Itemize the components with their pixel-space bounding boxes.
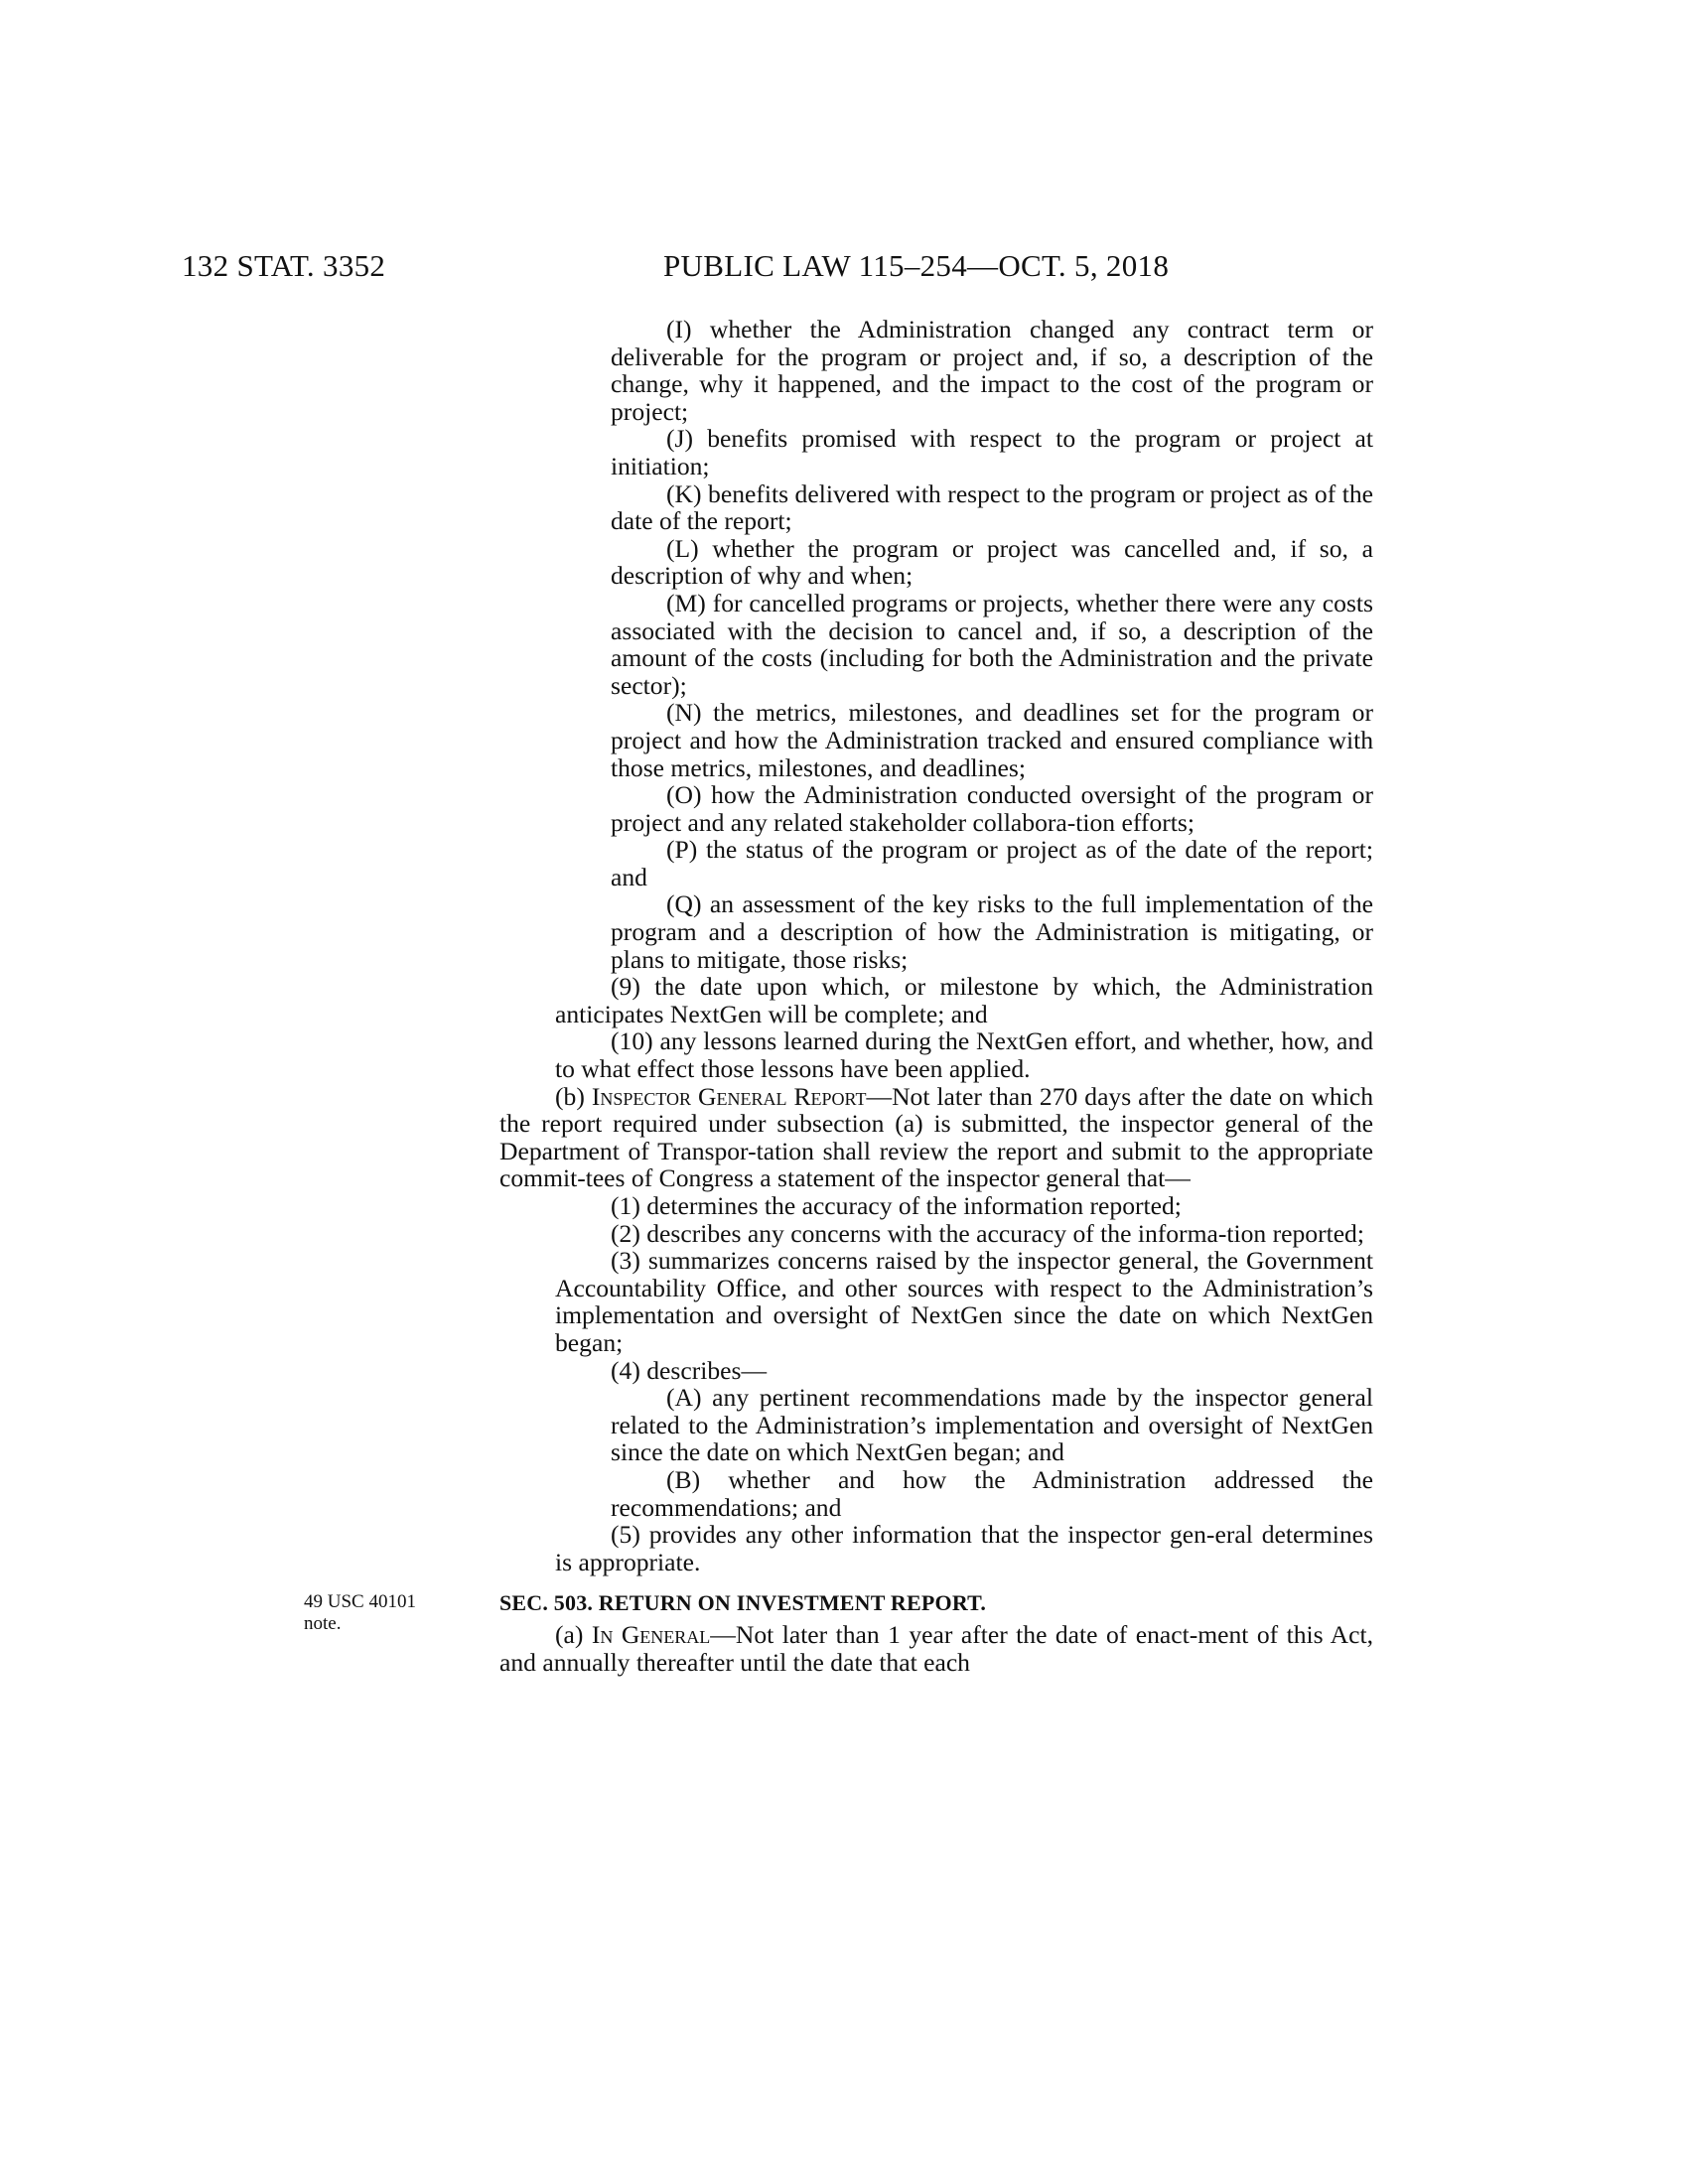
list-item: (4) describes— xyxy=(611,1355,768,1385)
list-item: (J) benefits promised with respect to the program or project at initiation; xyxy=(611,424,1373,480)
list-item: (10) any lessons learned during the NextGen effort, and whether, how, and to what effect those lessons have been applied. xyxy=(555,1026,1373,1084)
list-item: (N) the metrics, milestones, and deadlines set for the program or project and how the Administration tracked and ensured compliance with those metrics, milestones, and deadlines; xyxy=(611,698,1373,782)
subsection-b-label: (b) xyxy=(555,1081,585,1111)
section-503-subsection-a xyxy=(499,1621,1373,1676)
list-item: (5) provides any other information that the inspector gen-eral determines is appropriate. xyxy=(555,1520,1373,1576)
list-item: (P) the status of the program or project as of the date of the report; and xyxy=(611,835,1373,891)
list-item: (I) whether the Administration changed any contract term or deliverable for the program or project and, if so, a description of the change, why it happened, and the impact to the cost of the program or project; xyxy=(611,315,1373,426)
running-head-title: PUBLIC LAW 115–254—OCT. 5, 2018 xyxy=(663,248,1170,283)
list-item: (O) how the Administration conducted oversight of the program or project and any related stakeholder collabora-tion efforts; xyxy=(611,780,1373,837)
subsection-a-heading: In General xyxy=(591,1619,711,1649)
list-item: (K) benefits delivered with respect to the program or project as of the date of the report; xyxy=(611,478,1373,536)
list-item: (Q) an assessment of the key risks to the full implementation of the program and a description of how the Administration is mitigating, or plans to mitigate, those risks; xyxy=(611,889,1373,974)
subsection-b-heading: Inspector General Report xyxy=(591,1081,867,1111)
subsection-a-text: —Not later than 1 year after the date of enact-ment of this Act, and annually thereafter until the date that each xyxy=(499,1619,1373,1677)
subsection-b xyxy=(499,1083,1373,1192)
subsection-a-label: (a) xyxy=(555,1619,584,1649)
list-item: (A) any pertinent recommendations made by the inspector general related to the Administration’s implementation and oversight of NextGen since the date on which NextGen began; and xyxy=(611,1383,1373,1467)
margin-citation-note xyxy=(304,1591,453,1635)
subsection-b-text: —Not later than 270 days after the date on which the report required under subsection (a) is submitted, the inspector general of the Department of Transpor-tation shall review the report and submit to the appropriate commit-tees of Congress a statement of the inspector general that— xyxy=(499,1081,1373,1193)
margin-note-line: note. xyxy=(304,1613,342,1635)
document-body xyxy=(499,316,1373,1676)
list-item: (M) for cancelled programs or projects, whether there were any costs associated with the decision to cancel and, if so, a description of the amount of the costs (including for both the Administration and the private sector); xyxy=(611,588,1373,700)
list-item: (3) summarizes concerns raised by the inspector general, the Government Accountability Office, and other sources with respect to the Administration’s implementation and oversight of NextGen since the date on which NextGen began; xyxy=(555,1246,1373,1357)
list-item: (L) whether the program or project was cancelled and, if so, a description of why and when; xyxy=(611,533,1373,591)
list-item: (2) describes any concerns with the accuracy of the informa-tion reported; xyxy=(611,1218,1364,1248)
margin-note-line: 49 USC 40101 xyxy=(304,1591,416,1613)
list-item: (9) the date upon which, or milestone by which, the Administration anticipates NextGen will be complete; and xyxy=(555,972,1373,1028)
statute-page-reference: 132 STAT. 3352 xyxy=(182,248,386,283)
section-heading: SEC. 503. RETURN ON INVESTMENT REPORT. xyxy=(499,1590,987,1616)
list-item: (1) determines the accuracy of the information reported; xyxy=(611,1191,1182,1220)
list-item: (B) whether and how the Administration addressed the recommendations; and xyxy=(611,1464,1373,1522)
